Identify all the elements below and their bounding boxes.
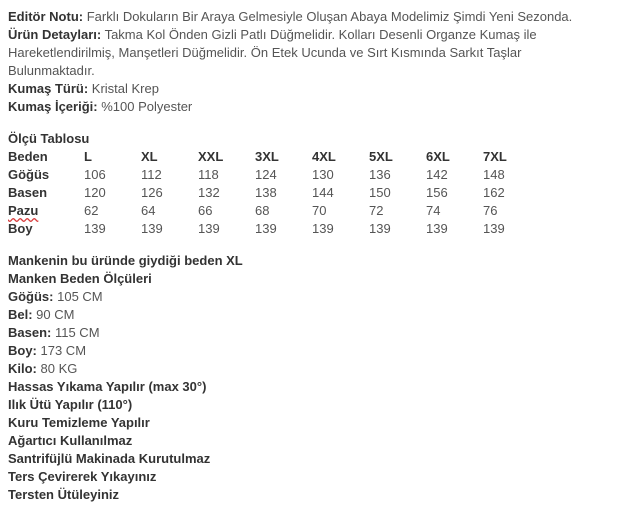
size-table-header-label: Beden bbox=[8, 149, 48, 164]
table-cell: 139 bbox=[369, 221, 391, 236]
model-chest bbox=[8, 288, 609, 306]
editor-note-text: Farklı Dokuların Bir Araya Gelmesiyle Oluşan Abaya Modelimiz Şimdi Yeni Sezonda. bbox=[83, 9, 573, 24]
model-chest-label: Göğüs: bbox=[8, 289, 54, 304]
table-cell: 124 bbox=[255, 167, 277, 182]
row-label bbox=[8, 202, 84, 220]
care-instruction: Ilık Ütü Yapılır (110°) bbox=[8, 397, 133, 412]
table-cell: 139 bbox=[84, 221, 106, 236]
model-weight bbox=[8, 360, 609, 378]
model-waist bbox=[8, 306, 609, 324]
size-header-cell: L bbox=[84, 149, 92, 164]
size-table-header-row bbox=[8, 148, 540, 166]
table-cell: 106 bbox=[84, 167, 106, 182]
row-label: Basen bbox=[8, 185, 48, 200]
table-cell: 74 bbox=[426, 203, 441, 218]
table-cell: 139 bbox=[255, 221, 277, 236]
editor-note-label: Editör Notu: bbox=[8, 9, 84, 24]
row-label: Boy bbox=[8, 221, 33, 236]
table-cell: 150 bbox=[369, 185, 391, 200]
size-table-row-length bbox=[8, 220, 540, 238]
product-details-label: Ürün Detayları: bbox=[8, 27, 102, 42]
table-cell: 139 bbox=[198, 221, 220, 236]
size-header-cell: 5XL bbox=[369, 149, 393, 164]
table-cell: 139 bbox=[141, 221, 163, 236]
size-header-cell: XXL bbox=[198, 149, 224, 164]
size-table bbox=[8, 148, 540, 238]
care-instruction: Hassas Yıkama Yapılır (max 30°) bbox=[8, 379, 207, 394]
model-measurements-title: Manken Beden Ölçüleri bbox=[8, 271, 152, 286]
row-label: Göğüs bbox=[8, 167, 50, 182]
size-header-cell: 7XL bbox=[483, 149, 507, 164]
table-cell: 76 bbox=[483, 203, 498, 218]
table-cell: 148 bbox=[483, 167, 505, 182]
size-header-cell: 3XL bbox=[255, 149, 279, 164]
table-cell: 112 bbox=[141, 167, 162, 182]
table-cell: 139 bbox=[312, 221, 334, 236]
size-table-row-arm bbox=[8, 202, 540, 220]
model-waist-label: Bel: bbox=[8, 307, 33, 322]
table-cell: 136 bbox=[369, 167, 391, 182]
table-cell: 64 bbox=[141, 203, 156, 218]
size-table-row-hip bbox=[8, 184, 540, 202]
fabric-type bbox=[8, 80, 609, 98]
table-cell: 70 bbox=[312, 203, 327, 218]
model-hip bbox=[8, 324, 609, 342]
table-cell: 130 bbox=[312, 167, 334, 182]
table-cell: 132 bbox=[198, 185, 220, 200]
model-height-value: 173 CM bbox=[36, 343, 87, 358]
product-details bbox=[8, 26, 609, 80]
table-cell: 68 bbox=[255, 203, 270, 218]
product-details-text: Takma Kol Önden Gizli Patlı Düğmelidir. Kolları Desenli Organze Kumaş ile Hareketlendirilmiş, Manşetleri Düğmelidir. Ön Etek Ucunda ve Sırt Kısmında Sarkıt Taşlar Bulunmaktadır. bbox=[8, 27, 537, 78]
model-hip-value: 115 CM bbox=[51, 325, 100, 340]
model-hip-label: Basen: bbox=[8, 325, 52, 340]
fabric-type-text: Kristal Krep bbox=[88, 81, 159, 96]
fabric-content bbox=[8, 98, 609, 116]
size-table-row-chest bbox=[8, 166, 540, 184]
fabric-type-label: Kumaş Türü: bbox=[8, 81, 89, 96]
table-cell: 120 bbox=[84, 185, 106, 200]
table-cell: 118 bbox=[198, 167, 219, 182]
editor-note bbox=[8, 8, 609, 26]
fabric-content-label: Kumaş İçeriği: bbox=[8, 99, 98, 114]
model-waist-value: 90 CM bbox=[32, 307, 75, 322]
fabric-content-text: %100 Polyester bbox=[97, 99, 193, 114]
care-instruction: Tersten Ütüleyiniz bbox=[8, 487, 120, 502]
table-cell: 66 bbox=[198, 203, 213, 218]
size-header-cell: 4XL bbox=[312, 149, 336, 164]
table-cell: 72 bbox=[369, 203, 384, 218]
model-chest-value: 105 CM bbox=[53, 289, 103, 304]
model-height-label: Boy: bbox=[8, 343, 37, 358]
table-cell: 144 bbox=[312, 185, 334, 200]
care-instruction: Ters Çevirerek Yıkayınız bbox=[8, 469, 157, 484]
care-instruction: Ağartıcı Kullanılmaz bbox=[8, 433, 133, 448]
size-header-cell: XL bbox=[141, 149, 158, 164]
table-cell: 162 bbox=[483, 185, 505, 200]
care-instruction: Santrifüjlü Makinada Kurutulmaz bbox=[8, 451, 211, 466]
table-cell: 126 bbox=[141, 185, 163, 200]
table-cell: 156 bbox=[426, 185, 448, 200]
model-wearing-size: Mankenin bu üründe giydiği beden XL bbox=[8, 253, 243, 268]
size-table-title: Ölçü Tablosu bbox=[8, 131, 90, 146]
table-cell: 139 bbox=[426, 221, 448, 236]
table-cell: 62 bbox=[84, 203, 99, 218]
table-cell: 142 bbox=[426, 167, 448, 182]
row-label-text: Pazu bbox=[8, 203, 39, 218]
table-cell: 138 bbox=[255, 185, 277, 200]
model-weight-label: Kilo: bbox=[8, 361, 37, 376]
size-header-cell: 6XL bbox=[426, 149, 450, 164]
care-instruction: Kuru Temizleme Yapılır bbox=[8, 415, 150, 430]
model-height bbox=[8, 342, 609, 360]
table-cell: 139 bbox=[483, 221, 505, 236]
model-weight-value: 80 KG bbox=[36, 361, 78, 376]
